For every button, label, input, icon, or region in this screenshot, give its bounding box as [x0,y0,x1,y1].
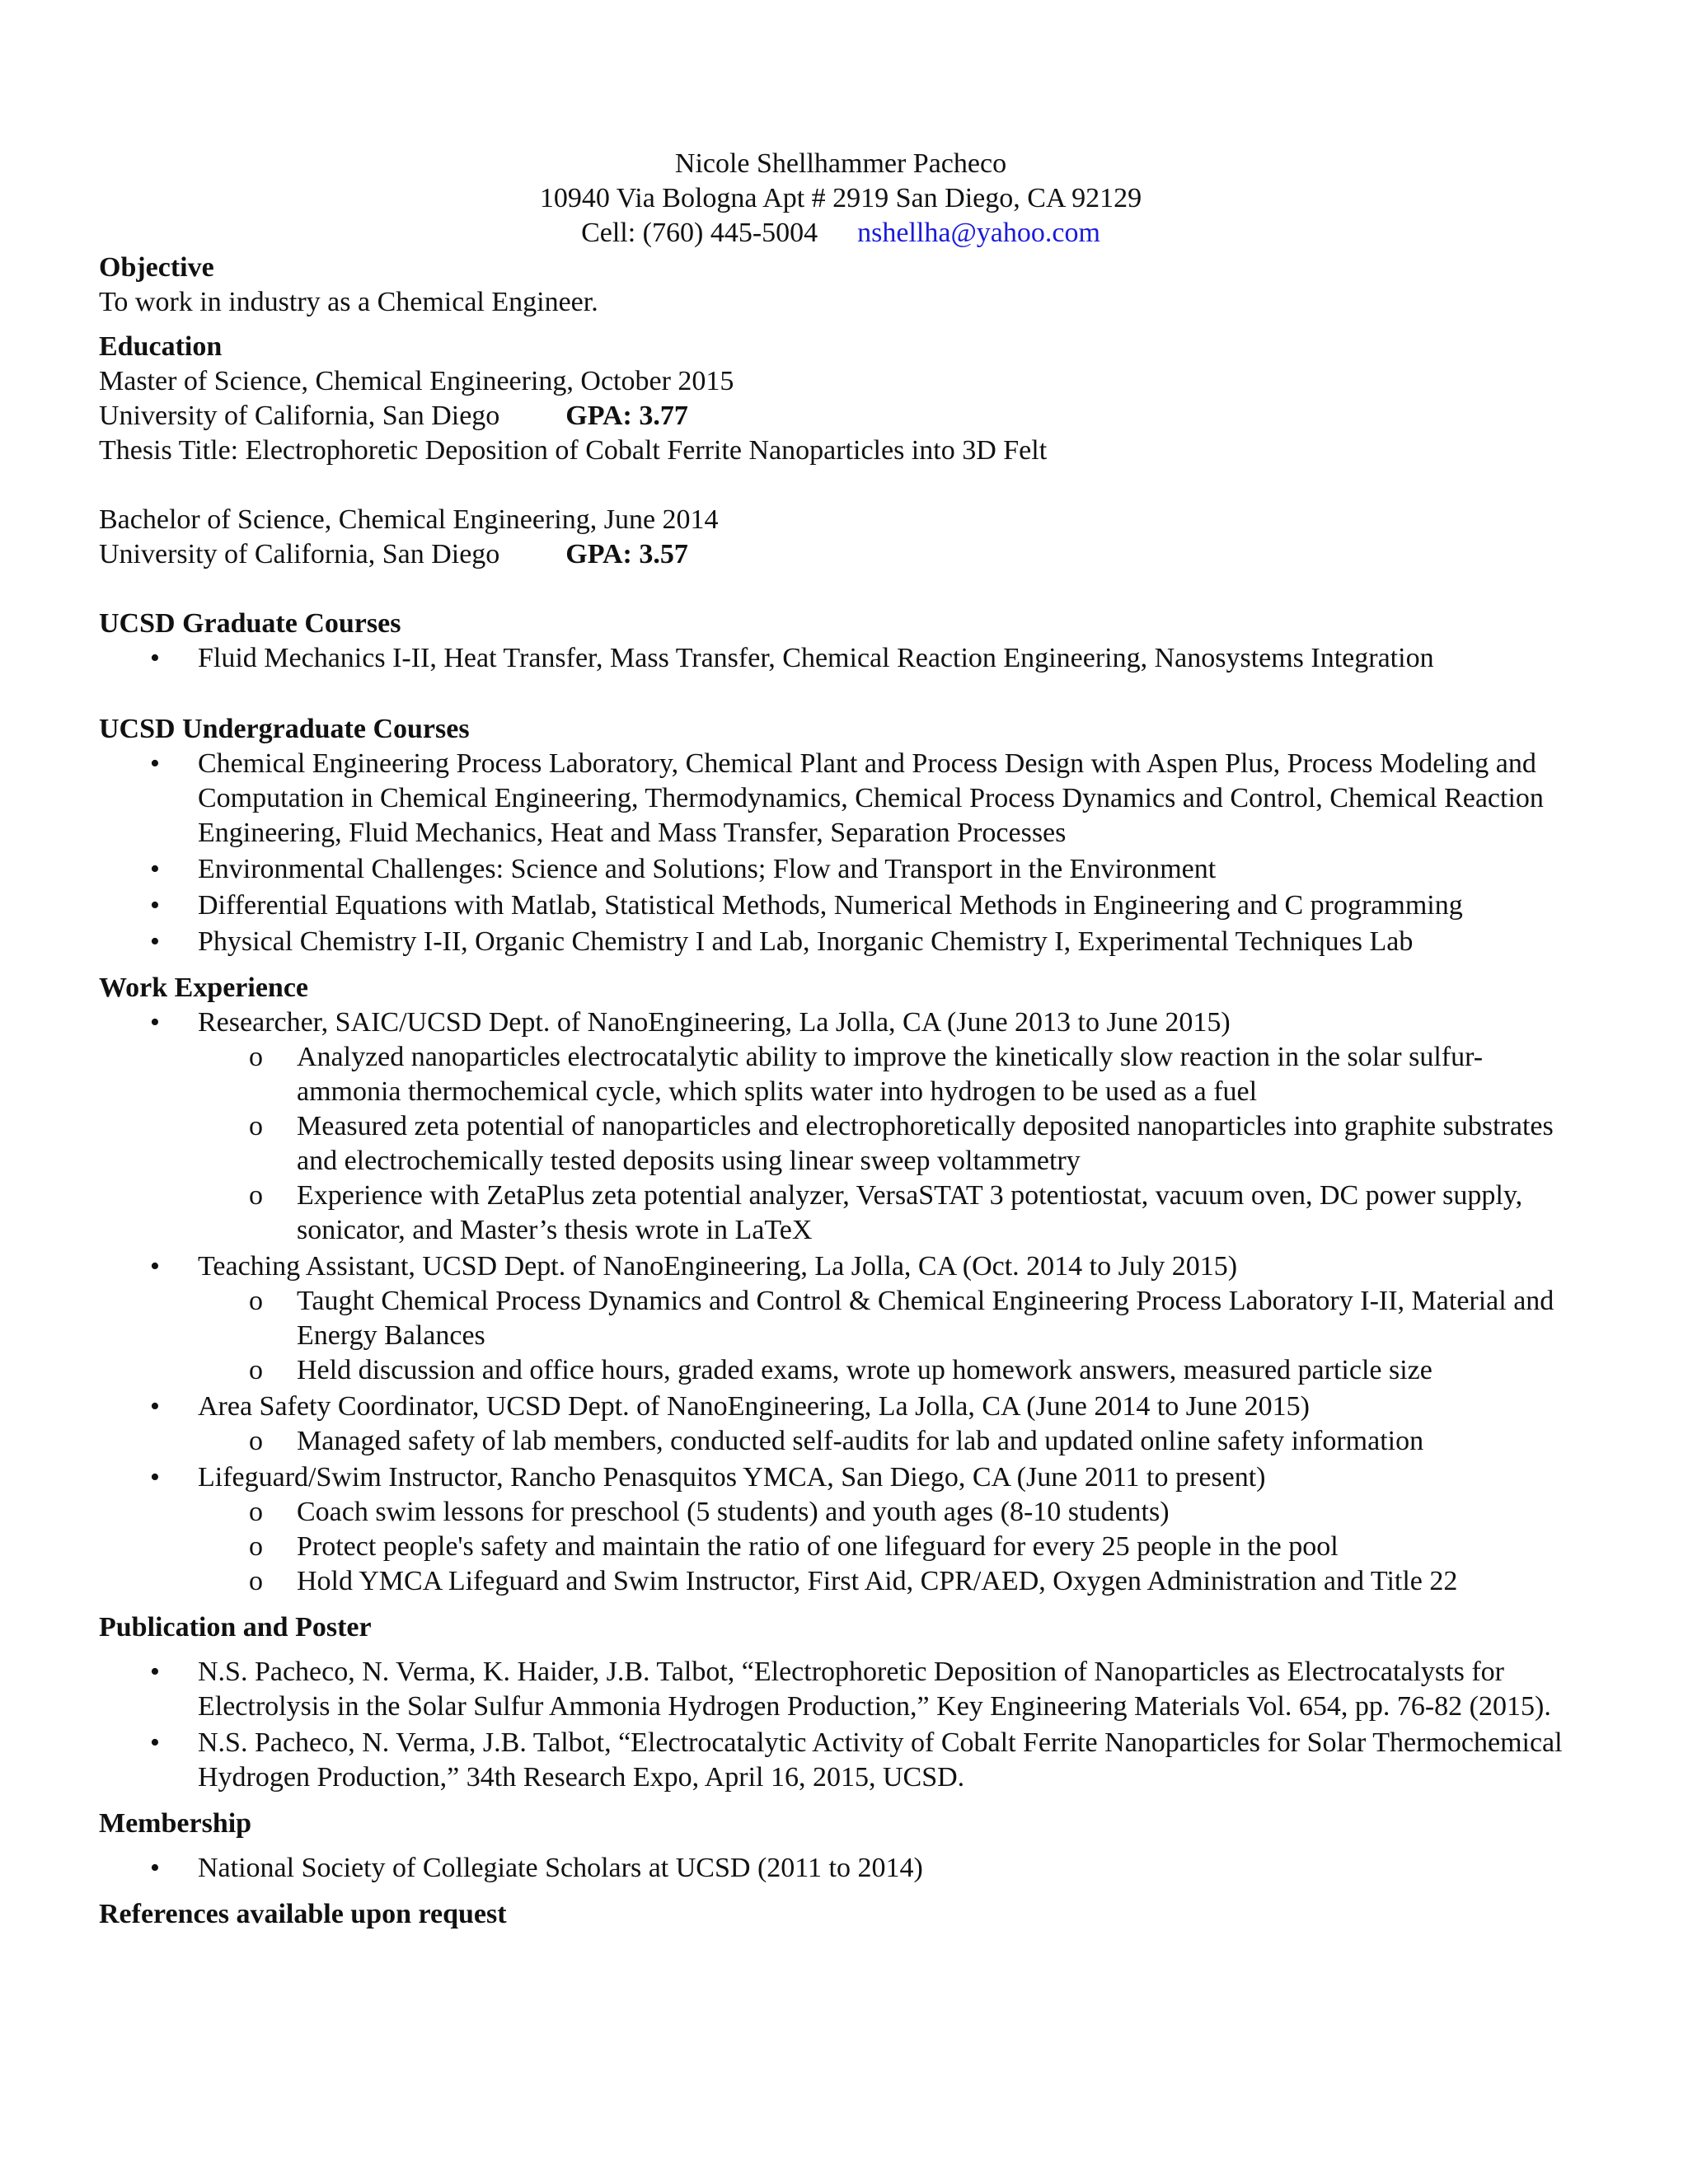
job-entry [99,1005,1582,1248]
list-item: o Hold YMCA Lifeguard and Swim Instructor, First Aid, CPR/AED, Oxygen Administration and Title 22 [198,1564,1582,1599]
objective-text: To work in industry as a Chemical Engineer. [99,287,598,317]
list-item: o Managed safety of lab members, conducted self-audits for lab and updated online safety information [198,1424,1582,1459]
undergrad-courses-section [99,712,1582,959]
circle-bullet-icon: o [249,1566,263,1596]
bullet-icon: • [150,1251,160,1282]
job-details [198,1284,1582,1388]
list-item: • Physical Chemistry I-II, Organic Chemistry I and Lab, Inorganic Chemistry I, Experimental Techniques Lab [99,925,1582,959]
bullet-icon: • [150,1007,160,1038]
job-role: Teaching Assistant, UCSD Dept. of NanoEngineering, La Jolla, CA (Oct. 2014 to July 2015) [198,1251,1238,1282]
circle-bullet-icon: o [249,1180,263,1211]
bullet-icon: • [150,748,160,779]
list-item: o Measured zeta potential of nanoparticles and electrophoretically deposited nanoparticles into graphite substrates and electrochemically tested deposits using linear sweep voltammetry [249,1111,1554,1176]
ms-degree: Master of Science, Chemical Engineering, October 2015 [99,366,734,396]
ms-gpa: GPA: 3.77 [565,401,688,431]
job-role: Area Safety Coordinator, UCSD Dept. of NanoEngineering, La Jolla, CA (June 2014 to June 2015) [198,1391,1310,1422]
circle-bullet-icon: o [249,1111,263,1141]
address: 10940 Via Bologna Apt # 2919 San Diego, CA 92129 [539,183,1142,213]
list-item: • Chemical Engineering Process Laboratory, Chemical Plant and Process Design with Aspen Plus, Process Modeling and Computation in Chemical Engineering, Thermodynamics, Chemical Process Dynamics and Control, Chemical Reaction Engineering, Fluid Mechanics, Heat and Mass Transfer, Separation Processes [150,748,1544,848]
bullet-icon: • [150,890,160,921]
list-item: o Held discussion and office hours, graded exams, wrote up homework answers, measured particle size [198,1353,1582,1388]
circle-bullet-icon: o [249,1531,263,1562]
undergrad-courses-list [99,747,1582,959]
publications-list [99,1655,1582,1795]
job-details [198,1495,1582,1599]
contact-line [99,216,1582,251]
list-item: o Protect people's safety and maintain the ratio of one lifeguard for every 25 people in the pool [198,1530,1582,1564]
job-entry [99,1249,1582,1388]
publications-title: Publication and Poster [99,1612,372,1643]
membership-title: Membership [99,1808,252,1839]
list-item: • Fluid Mechanics I-II, Heat Transfer, Mass Transfer, Chemical Reaction Engineering, Nanosystems Integration [99,641,1582,676]
ms-school-line [99,399,1582,434]
membership-list [99,1851,1582,1886]
bs-degree: Bachelor of Science, Chemical Engineering, June 2014 [99,504,719,535]
bullet-icon: • [150,854,160,884]
education-title: Education [99,331,223,362]
list-item: o Analyzed nanoparticles electrocatalytic ability to improve the kinetically slow reaction in the solar sulfur-ammonia thermochemical cycle, which splits water into hydrogen to be used as a fuel [249,1042,1484,1107]
list-item: • National Society of Collegiate Scholars at UCSD (2011 to 2014) [99,1851,1582,1886]
resume-document [99,147,1582,1932]
circle-bullet-icon: o [249,1286,263,1316]
bullet-icon: • [150,1853,160,1883]
education-section [99,330,1582,572]
job-role: Lifeguard/Swim Instructor, Rancho Penasquitos YMCA, San Diego, CA (June 2011 to present) [198,1462,1266,1493]
candidate-name: Nicole Shellhammer Pacheco [674,148,1007,179]
job-details [198,1424,1582,1459]
list-item: o Experience with ZetaPlus zeta potential analyzer, VersaSTAT 3 potentiostat, vacuum oven, DC power supply, sonicator, and Master’s thesis wrote in LaTeX [249,1180,1523,1245]
bs-school-line [99,537,1582,572]
references-note: References available upon request [99,1899,507,1929]
list-item: • Environmental Challenges: Science and Solutions; Flow and Transport in the Environment [99,852,1582,887]
list-item: • Differential Equations with Matlab, Statistical Methods, Numerical Methods in Engineering and C programming [99,888,1582,923]
job-details [198,1040,1582,1248]
bs-gpa: GPA: 3.57 [565,539,688,569]
work-experience-section [99,971,1582,1599]
bullet-icon: • [150,643,160,673]
grad-courses-title: UCSD Graduate Courses [99,608,401,639]
list-item: o Coach swim lessons for preschool (5 students) and youth ages (8-10 students) [198,1495,1582,1530]
jobs-list [99,1005,1582,1599]
bs-school: University of California, San Diego [99,539,500,569]
grad-courses-list [99,641,1582,676]
circle-bullet-icon: o [249,1042,263,1072]
bullet-icon: • [150,926,160,957]
list-item: o Taught Chemical Process Dynamics and Control & Chemical Engineering Process Laboratory I-II, Material and Energy Balances [249,1286,1554,1351]
job-entry [99,1460,1582,1599]
bullet-icon: • [150,1657,160,1687]
bullet-icon: • [150,1391,160,1422]
undergrad-courses-title: UCSD Undergraduate Courses [99,714,470,744]
objective-title: Objective [99,252,214,283]
contact-header [99,147,1582,251]
ms-school: University of California, San Diego [99,401,500,431]
bullet-icon: • [150,1462,160,1493]
membership-section [99,1807,1582,1886]
list-item: • N.S. Pacheco, N. Verma, J.B. Talbot, “Electrocatalytic Activity of Cobalt Ferrite Nanoparticles for Solar Thermochemical Hydrogen Production,” 34th Research Expo, April 16, 2015, UCSD. [150,1727,1563,1793]
circle-bullet-icon: o [249,1426,263,1456]
grad-courses-section [99,607,1582,676]
job-entry [99,1390,1582,1459]
job-role: Researcher, SAIC/UCSD Dept. of NanoEngineering, La Jolla, CA (June 2013 to June 2015) [198,1007,1231,1038]
phone: Cell: (760) 445-5004 [581,218,818,248]
circle-bullet-icon: o [249,1497,263,1527]
objective-section [99,251,1582,320]
bullet-icon: • [150,1727,160,1758]
circle-bullet-icon: o [249,1355,263,1385]
work-experience-title: Work Experience [99,972,309,1003]
publications-section [99,1610,1582,1795]
ms-thesis: Thesis Title: Electrophoretic Deposition of Cobalt Ferrite Nanoparticles into 3D Felt [99,435,1048,466]
email-link[interactable]: nshellha@yahoo.com [857,218,1100,248]
list-item: • N.S. Pacheco, N. Verma, K. Haider, J.B. Talbot, “Electrophoretic Deposition of Nanoparticles as Electrocatalysts for Electrolysis in the Solar Sulfur Ammonia Hydrogen Production,” Key Engineering Materials Vol. 654, pp. 76-82 (2015). [150,1657,1551,1722]
